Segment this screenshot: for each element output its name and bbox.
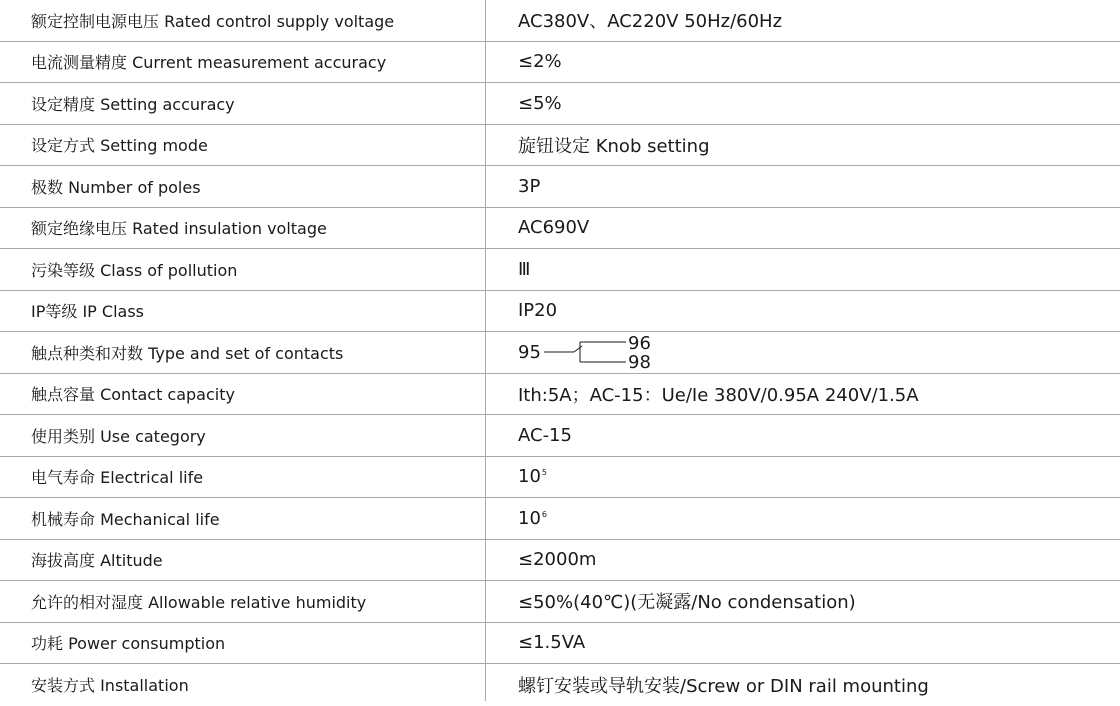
value-base: 10 [518,507,541,529]
row-value: ≤5% [518,92,562,114]
table-row [0,581,1120,623]
row-value: 旋钮设定 Knob setting [518,135,710,157]
table-row [0,83,1120,125]
row-value: AC380V、AC220V 50Hz/60Hz [518,11,783,33]
row-value: AC690V [518,217,590,239]
contact-no-label: 98 [628,352,651,371]
row-label: 设定方式 Setting mode [31,136,208,156]
table-row [0,664,1120,706]
row-value: Ⅲ [518,258,531,280]
row-label: 功耗 Power consumption [31,634,226,654]
value-exponent: 5 [541,468,547,478]
table-row [0,332,1120,374]
table-row [0,374,1120,416]
table-row [0,498,1120,540]
table-row [0,208,1120,250]
row-label: 额定绝缘电压 Rated insulation voltage [31,219,327,239]
table-row [0,540,1120,582]
row-label: 极数 Number of poles [31,177,201,197]
contact-blade [574,346,582,352]
table-row [0,415,1120,457]
row-label: 触点容量 Contact capacity [31,385,235,405]
contact-common-label: 95 [518,342,541,364]
row-value: ≤2000m [518,549,597,571]
row-label: 允许的相对湿度 Allowable relative humidity [31,592,367,612]
row-value: ≤1.5VA [518,632,586,654]
row-label: IP等级 IP Class [31,302,145,322]
table-row [0,623,1120,665]
table-row [0,249,1120,291]
row-label: 海拔高度 Altitude [31,551,163,571]
value-exponent: 6 [541,509,547,519]
table-row [0,0,1120,42]
row-label: 使用类别 Use category [31,426,206,446]
row-value [518,457,547,498]
table-row [0,42,1120,84]
row-label: 额定控制电源电压 Rated control supply voltage [31,11,395,31]
row-value: ≤2% [518,51,562,73]
row-value [518,498,547,539]
row-label: 污染等级 Class of pollution [31,260,238,280]
row-value: Ith:5A；AC-15：Ue/Ie 380V/0.95A 240V/1.5A [518,384,919,406]
contact-nc-label: 96 [628,334,651,355]
row-value: 3P [518,175,541,197]
row-label: 安装方式 Installation [31,676,189,696]
contact-symbol [518,334,658,370]
row-label: 电气寿命 Electrical life [31,468,204,488]
row-label: 电流测量精度 Current measurement accuracy [31,53,387,73]
table-row [0,125,1120,167]
row-value: 螺钉安装或导轨安装/Screw or DIN rail mounting [518,675,929,697]
contacts-diagram [518,332,658,373]
row-value: AC-15 [518,424,572,446]
table-row [0,166,1120,208]
row-label: 机械寿命 Mechanical life [31,509,220,529]
table-row [0,457,1120,499]
row-value: IP20 [518,300,558,322]
row-label: 设定精度 Setting accuracy [31,94,235,114]
table-row [0,291,1120,333]
value-base: 10 [518,466,541,488]
row-value: ≤50%(40℃)(无凝露/No condensation) [518,592,856,614]
row-label: 触点种类和对数 Type and set of contacts [31,343,344,363]
